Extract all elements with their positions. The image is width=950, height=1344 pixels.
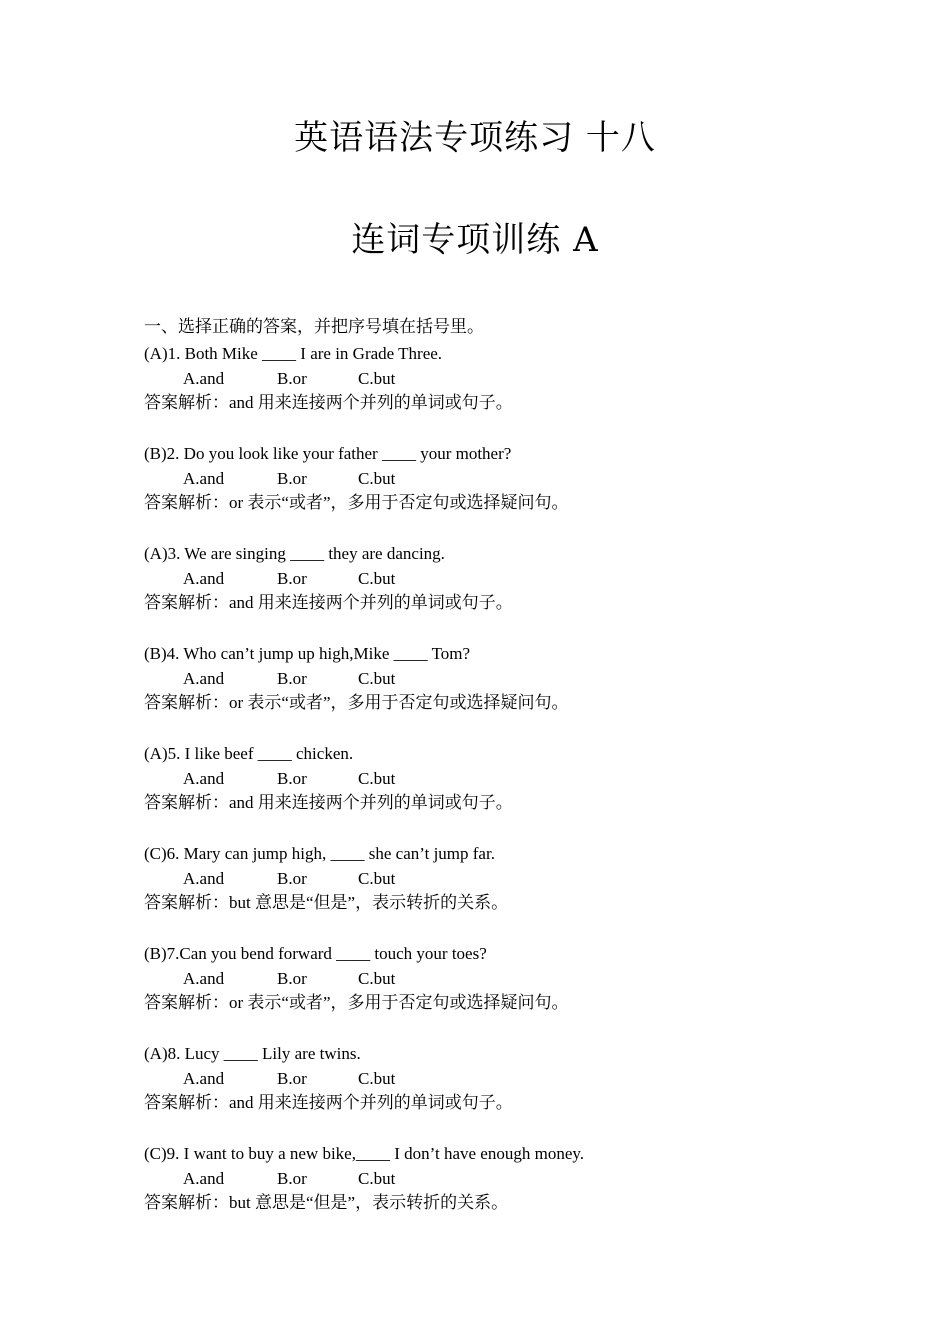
option-c: C.but [358, 969, 396, 988]
question-stem: (C)9. I want to buy a new bike,____ I don’t have enough money. [144, 1144, 585, 1163]
option-a: A.and [183, 869, 225, 888]
option-c: C.but [358, 469, 396, 488]
answer-options [144, 567, 904, 591]
section-instruction: 一、选择正确的答案，并把序号填在括号里。 [144, 317, 484, 336]
answer-explanation: 答案解析：and 用来连接两个并列的单词或句子。 [144, 593, 513, 612]
answer-explanation: 答案解析：and 用来连接两个并列的单词或句子。 [144, 793, 513, 812]
question-item [144, 441, 904, 515]
option-b: B.or [277, 669, 307, 688]
question-item [144, 1041, 904, 1115]
question-stem: (B)7.Can you bend forward ____ touch your toes? [144, 944, 487, 963]
option-a: A.and [183, 1169, 225, 1188]
option-b: B.or [277, 969, 307, 988]
answer-options [144, 667, 904, 691]
option-b: B.or [277, 469, 307, 488]
question-stem: (B)2. Do you look like your father ____ your mother? [144, 444, 512, 463]
answer-options [144, 367, 904, 391]
page-subtitle: 连词专项训练 A [351, 220, 599, 260]
option-c: C.but [358, 569, 396, 588]
option-a: A.and [183, 569, 225, 588]
option-a: A.and [183, 669, 225, 688]
answer-options [144, 967, 904, 991]
question-stem: (A)8. Lucy ____ Lily are twins. [144, 1044, 361, 1063]
option-a: A.and [183, 1069, 225, 1088]
answer-explanation: 答案解析：and 用来连接两个并列的单词或句子。 [144, 393, 513, 412]
answer-options [144, 1067, 904, 1091]
question-stem: (C)6. Mary can jump high, ____ she can’t jump far. [144, 844, 495, 863]
option-b: B.or [277, 769, 307, 788]
question-stem: (A)5. I like beef ____ chicken. [144, 744, 354, 763]
answer-explanation: 答案解析：and 用来连接两个并列的单词或句子。 [144, 1093, 513, 1112]
question-stem: (A)1. Both Mike ____ I are in Grade Three. [144, 344, 443, 363]
option-c: C.but [358, 769, 396, 788]
option-b: B.or [277, 1069, 307, 1088]
answer-explanation: 答案解析：or 表示“或者”，多用于否定句或选择疑问句。 [144, 993, 569, 1012]
answer-explanation: 答案解析：but 意思是“但是”，表示转折的关系。 [144, 893, 509, 912]
question-item [144, 741, 904, 815]
option-a: A.and [183, 969, 225, 988]
question-item [144, 641, 904, 715]
question-item [144, 1141, 904, 1215]
question-item [144, 341, 904, 415]
option-c: C.but [358, 869, 396, 888]
option-a: A.and [183, 369, 225, 388]
question-item [144, 841, 904, 915]
option-b: B.or [277, 869, 307, 888]
answer-explanation: 答案解析：or 表示“或者”，多用于否定句或选择疑问句。 [144, 493, 569, 512]
option-c: C.but [358, 1169, 396, 1188]
option-b: B.or [277, 569, 307, 588]
answer-options [144, 867, 904, 891]
answer-explanation: 答案解析：or 表示“或者”，多用于否定句或选择疑问句。 [144, 693, 569, 712]
answer-options [144, 467, 904, 491]
answer-explanation: 答案解析：but 意思是“但是”，表示转折的关系。 [144, 1193, 509, 1212]
answer-options [144, 1167, 904, 1191]
question-stem: (B)4. Who can’t jump up high,Mike ____ Tom? [144, 644, 471, 663]
question-stem: (A)3. We are singing ____ they are dancing. [144, 544, 445, 563]
option-a: A.and [183, 469, 225, 488]
exercise-content [144, 313, 904, 1241]
option-c: C.but [358, 669, 396, 688]
answer-options [144, 767, 904, 791]
question-item [144, 541, 904, 615]
page-title: 英语语法专项练习 十八 [294, 118, 656, 158]
option-a: A.and [183, 769, 225, 788]
option-c: C.but [358, 369, 396, 388]
option-b: B.or [277, 369, 307, 388]
option-b: B.or [277, 1169, 307, 1188]
question-item [144, 941, 904, 1015]
option-c: C.but [358, 1069, 396, 1088]
